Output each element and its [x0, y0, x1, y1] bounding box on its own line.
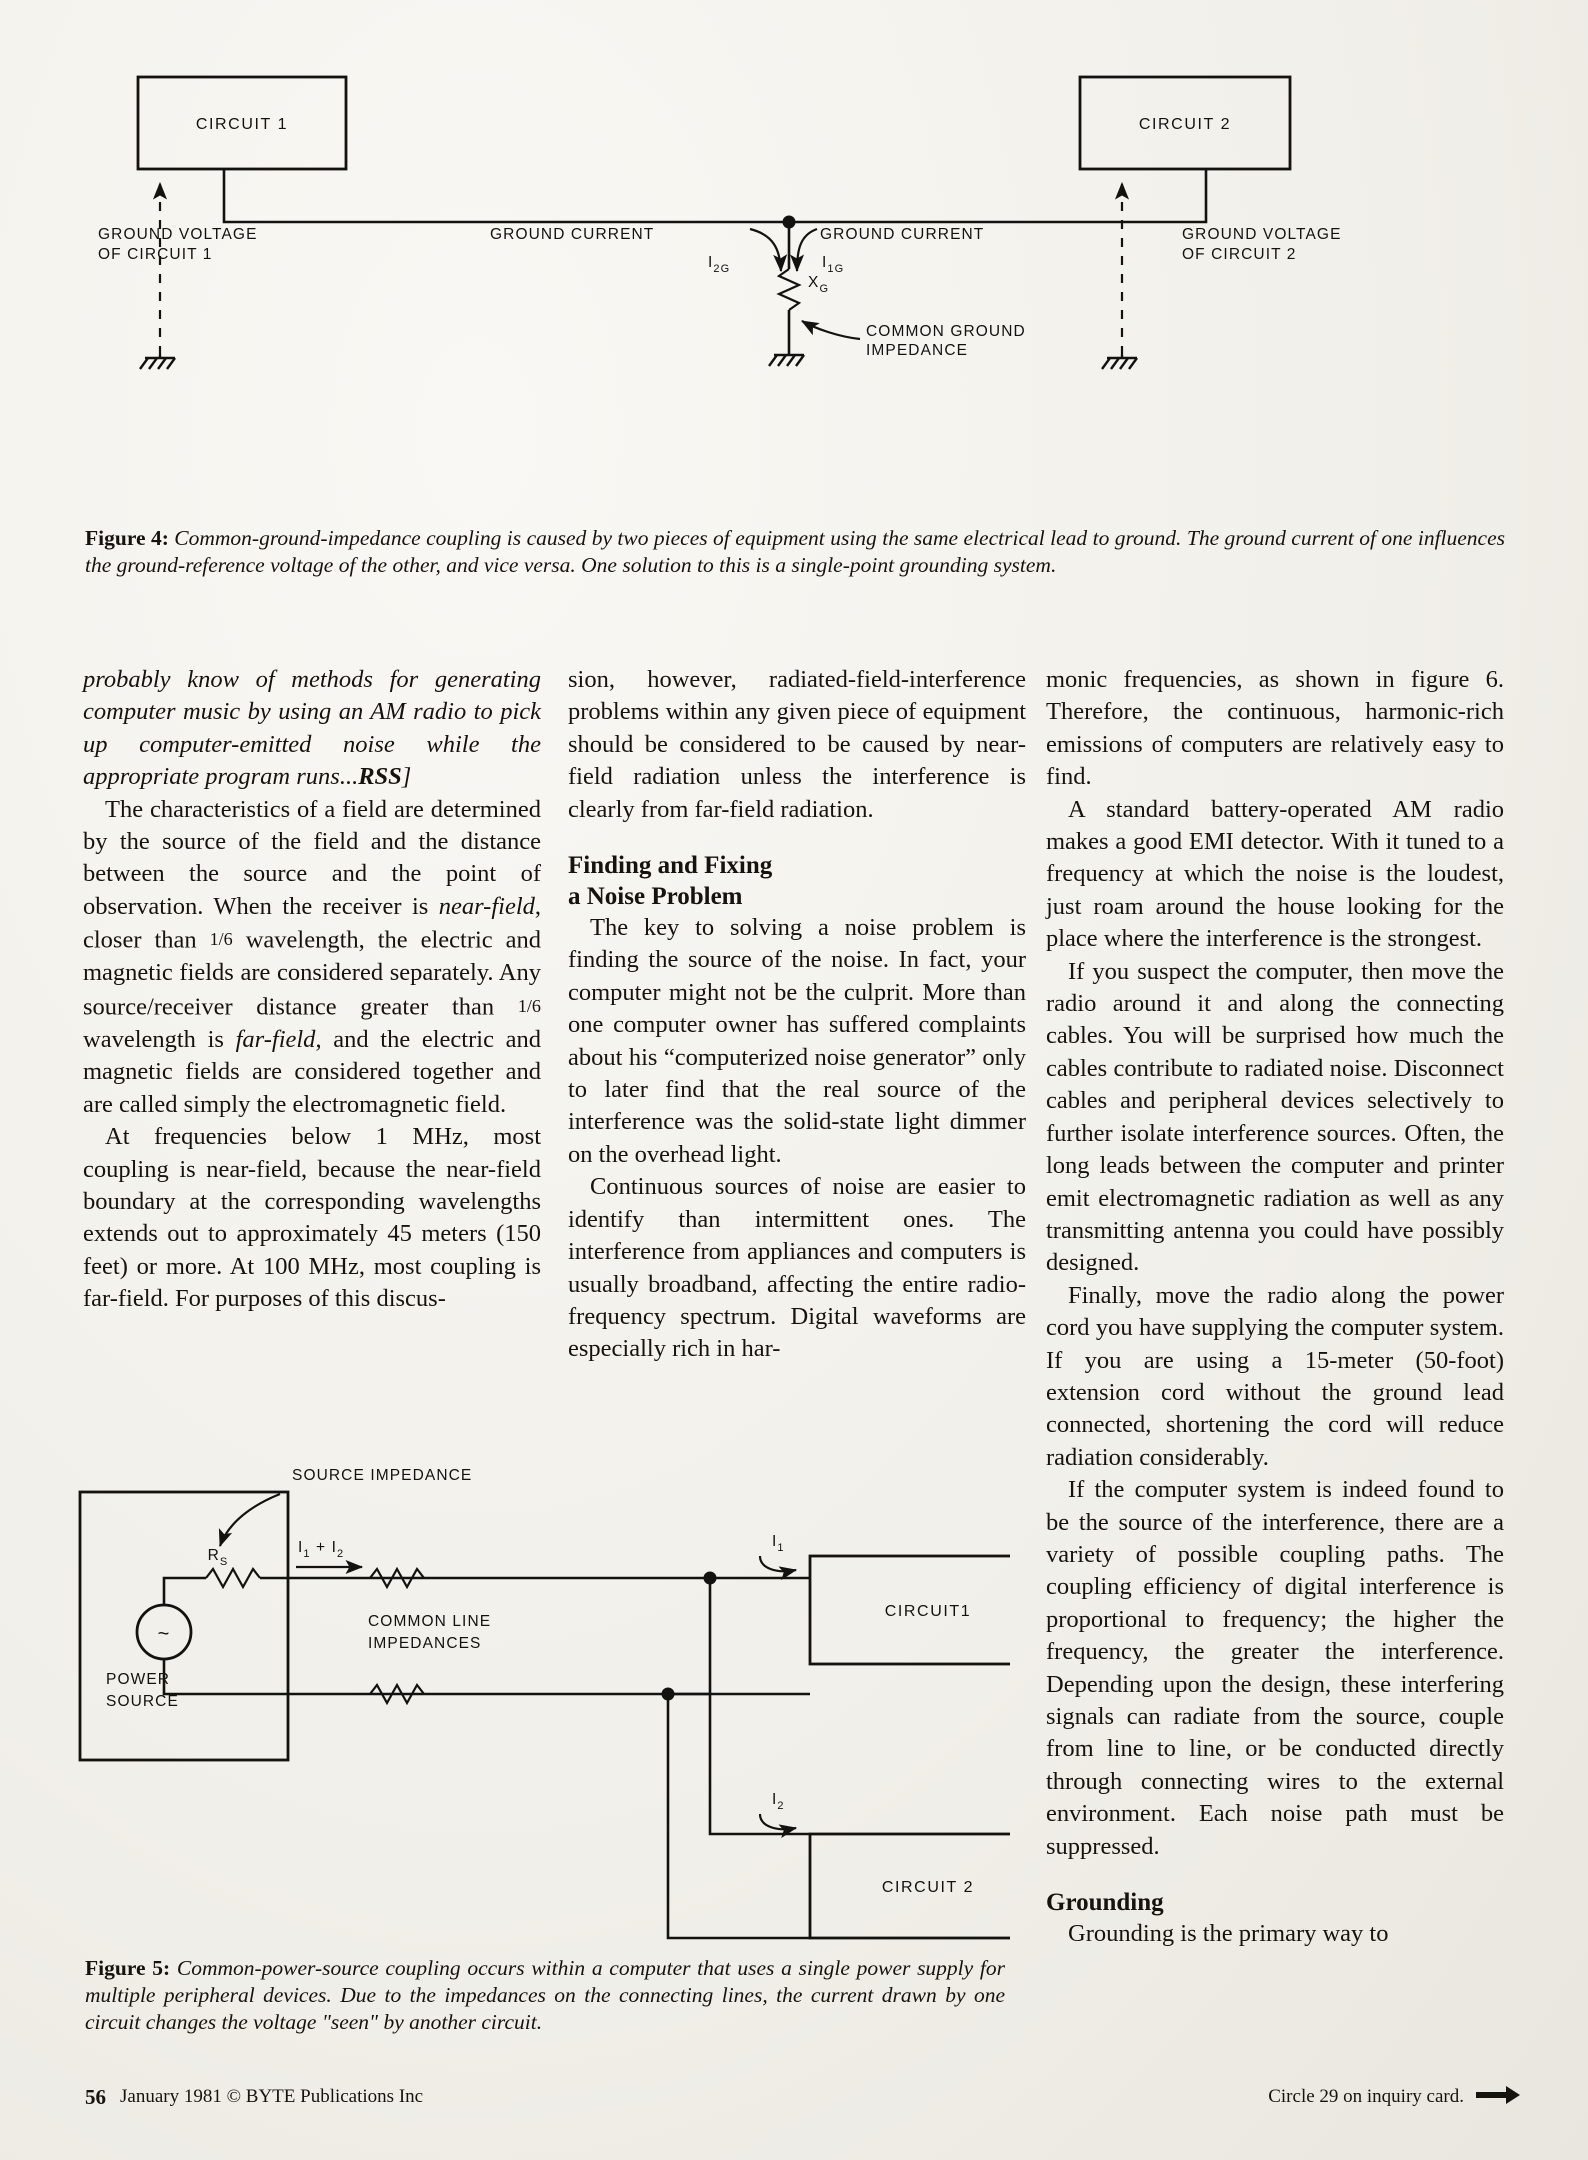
fig5-circuit1-label: CIRCUIT1: [884, 1603, 972, 1620]
col3-heading-grounding: Grounding: [1046, 1889, 1164, 1917]
col3-paragraph-4: Finally, move the radio along the power cord you have supplying the computer system. If you are using a 15-meter (50-foot) extension cord without the ground lead connected, shortening the cord will reduce radiation considerably.: [1046, 1281, 1504, 1471]
fig4-current-i1g-symbol: $I_{1G}$: [822, 254, 845, 275]
fig5-current-sum-label: $I_1 + I_2$: [298, 1539, 345, 1560]
col1-p2-a: The characteristics of a field are determined by the source of the field and the distance between the source and the point of observation. When the receiver is: [83, 795, 541, 920]
col3-paragraph-6: Grounding is the primary way to: [1068, 1920, 1389, 1948]
fig5-source-impedance-callout: [220, 1494, 280, 1546]
publication-line: January 1981 © BYTE Publications Inc: [120, 2086, 424, 2107]
col1-p1-tail: ]: [401, 763, 412, 791]
fig4-impedance-xg-label: $X_G$: [808, 274, 830, 295]
fig5-current-i1-label: $I_1$: [772, 1533, 785, 1554]
fig4-ground-voltage-2-label-line2: OF CIRCUIT 2: [1182, 246, 1297, 263]
col1-p2-e: , and the electric and magnetic fields are considered together and are called simply the electromagnetic field.: [83, 1025, 541, 1118]
right-arrow-icon: [1476, 2086, 1520, 2110]
col2-heading-line2: a Noise Problem: [568, 883, 743, 911]
figure-5-caption: [85, 1955, 1005, 2036]
fig4-common-ground-label-line1: COMMON GROUND: [866, 323, 1026, 340]
figure-5-diagram: [70, 1440, 1010, 1940]
col1-paragraph-1: [83, 664, 541, 794]
fig4-current-i2g-symbol: $I_{2G}$: [708, 254, 731, 275]
col2-heading-line1: Finding and Fixing: [568, 852, 773, 880]
fig5-power-source-label-line2: SOURCE: [106, 1693, 179, 1710]
col2-paragraph-3: Continuous sources of noise are easier to identify than intermittent ones. The interference from appliances and computers is usually broadband, affecting the entire radio-frequency spectrum. Digital waveforms are especially rich in har-: [568, 1173, 1026, 1363]
page-footer-right: [1268, 2082, 1520, 2112]
fig4-ground-symbol-center: [769, 355, 804, 366]
figure-5-caption-label: Figure 5:: [85, 1956, 171, 1980]
col2-heading: [568, 850, 1026, 912]
fig5-source-impedance-label: SOURCE IMPEDANCE: [292, 1467, 473, 1484]
col1-p2-near-field: near-field: [438, 892, 535, 920]
fig5-circuit2-label: CIRCUIT 2: [881, 1879, 975, 1896]
fig4-ground-symbol-left: [140, 355, 175, 369]
figure-4-caption-label: Figure 4:: [85, 526, 169, 550]
col1-p2-d: wavelength is: [83, 1025, 236, 1053]
col1-p1-bold: RSS: [358, 763, 402, 791]
fig4-ground-current-right-label: GROUND CURRENT: [820, 226, 985, 243]
col1-p2-b: , closer than: [83, 892, 541, 954]
col3-paragraph-1: monic frequencies, as shown in figure 6. Therefore, the continuous, harmonic-rich emissions of computers are relatively easy to find.: [1046, 666, 1504, 791]
fig4-common-ground-label-line2: IMPEDANCE: [866, 342, 969, 359]
col3-paragraph-5: If the computer system is indeed found to be the source of the interference, there are a variety of possible coupling paths. The coupling efficiency of digital interference is proportional to frequency; the higher the frequency, the greater the interference. Depending upon the design, these interfering signals can radiate from the source, couple from line to line, or be conducted directly through connecting wires to the external environment. Each noise path must be suppressed.: [1046, 1476, 1504, 1860]
fig5-current-i1-arrow: [760, 1556, 796, 1571]
col1-p2-fraction-2: 1/6: [517, 995, 541, 1016]
text-column-3: [1046, 664, 1504, 1950]
figure-5-caption-text: Common-power-source coupling occurs within a computer that uses a single power supply for multiple peripheral devices. Due to the impedances on the connecting lines, the current drawn by one circuit changes the voltage "seen" by another circuit.: [85, 1956, 1005, 2034]
fig4-ground-voltage-1-label-line2: OF CIRCUIT 1: [98, 246, 213, 263]
fig4-current-i1g-arrow: [797, 229, 817, 271]
fig5-rs-label: $R_S$: [207, 1547, 229, 1568]
text-column-2: [568, 664, 1026, 1366]
col3-paragraph-2: A standard battery-operated AM radio makes a good EMI detector. With it tuned to a frequency at which the noise is the loudest, just roam around the house looking for the place where the interference is the strongest.: [1046, 795, 1504, 953]
col1-p2-c: wavelength, the electric and magnetic fields are considered separately. Any source/receiver distance greater than: [83, 926, 541, 1021]
col1-paragraph-3: At frequencies below 1 MHz, most coupling is near-field, because the near-field boundary at the corresponding wavelengths extends out to approximately 45 meters (150 feet) or more. At 100 MHz, most coupling is far-field. For purposes of this discus-: [83, 1123, 541, 1313]
inquiry-card-text: Circle 29 on inquiry card.: [1268, 2086, 1464, 2107]
col1-p2-far-field: far-field: [235, 1025, 316, 1053]
fig4-common-ground-callout-line: [802, 321, 860, 339]
fig5-current-i2-label: $I_2$: [772, 1791, 785, 1812]
fig4-ground-symbol-right: [1102, 355, 1137, 369]
col2-paragraph-2: The key to solving a noise problem is finding the source of the noise. In fact, your computer might not be the culprit. More than one computer owner has suffered complaints about his “computerized noise generator” only to later find that the real source of the interference was the solid-state light dimmer on the overhead light.: [568, 914, 1026, 1168]
fig5-common-line-label-line2: IMPEDANCES: [368, 1635, 482, 1652]
figure-4-diagram: [60, 55, 1530, 385]
fig5-power-source-label-line1: POWER: [106, 1671, 171, 1688]
figure-4-caption-text: Common-ground-impedance coupling is caused by two pieces of equipment using the same electrical lead to ground. The ground current of one influences the ground-reference voltage of the other, and vice versa. One solution to this is a single-point grounding system.: [85, 526, 1506, 577]
fig4-ground-voltage-1-label-line1: GROUND VOLTAGE: [98, 226, 258, 243]
fig5-power-source-box: [80, 1492, 288, 1760]
fig4-ground-current-left-label: GROUND CURRENT: [490, 226, 655, 243]
col3-paragraph-3: If you suspect the computer, then move the radio around it and along the connecting cables. You will be surprised how much the cables contribute to radiated noise. Disconnect cables and peripheral devices selectively to further isolate interference sources. Often, the long leads between the computer and printer emit electromagnetic radiation as well as any transmitting antenna you could have possibly designed.: [1046, 957, 1504, 1277]
fig4-ground-voltage-2-label-line1: GROUND VOLTAGE: [1182, 226, 1342, 243]
text-column-1: [83, 664, 541, 1316]
page-footer-left: [85, 2082, 423, 2112]
fig4-circuit1-label: CIRCUIT 1: [195, 116, 289, 133]
col1-paragraph-2: [83, 794, 541, 1122]
page-number: 56: [85, 2084, 106, 2109]
fig5-current-i2-arrow: [760, 1814, 796, 1829]
col1-p2-fraction-1: 1/6: [209, 929, 233, 950]
col2-paragraph-1: sion, however, radiated-field-interference problems within any given piece of equipment should be considered to be caused by near-field radiation unless the interference is clearly from far-field radiation.: [568, 666, 1026, 823]
fig5-common-line-label-line1: COMMON LINE: [368, 1613, 492, 1630]
fig4-current-i2g-arrow: [750, 229, 781, 271]
fig4-circuit2-label: CIRCUIT 2: [1138, 116, 1232, 133]
fig5-ac-source-glyph: ~: [157, 1623, 171, 1645]
col1-p1-italic: probably know of methods for generating computer music by using an AM radio to pick up computer-emitted noise while the appropriate program runs...: [83, 666, 541, 791]
figure-4-caption: [85, 525, 1505, 579]
